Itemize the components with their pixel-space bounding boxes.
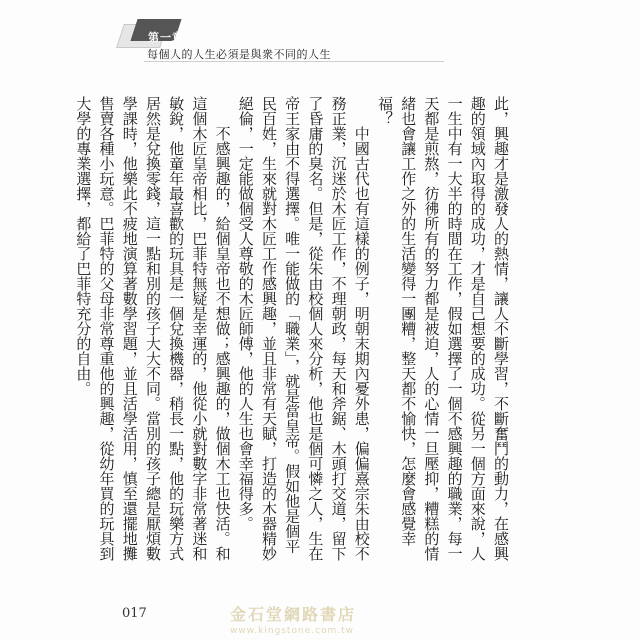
header-divider [144,61,444,62]
paragraph-1: 此，興趣才是激發人的熱情，讓人不斷學習，不斷奮鬥的動力，在感興趣的領域內取得的成功，才是自己想要的成功。從另一個方面來說，人一生中有一大半的時間在工作，假如選擇了一個不感興趣的職業，每一天都是煎熬，彷彿所有的努力都是被迫，人的心情一旦壓抑，糟糕的情緒也會讓工作之外的生活變得一團糟，整天都不愉快，怎麼會感覺幸福？ [375,96,510,561]
body-text [74,96,512,566]
watermark-name: 金石堂網路書店 [230,605,357,624]
watermark-url: www.kingstone.com.tw [230,626,355,636]
watermark [230,602,356,636]
paragraph-3: 不感興趣的，給個皇帝也不想做；感興趣的，做個木工也快活。和這個木匠皇帝相比，巴菲特無疑是幸運的，他從小就對數字非常著迷和敏銳，他童年最喜歡的玩具是一個兌換機器，稍長一點，他的玩樂方式居然是兌換零錢，這一點和別的孩子大大不同。當別的孩子總是厭煩數學課時，他樂此不疲地演算著數學習題，並且活學活用，慎至還擺地攤售賣各種小玩意。巴菲特的父母非常尊重他的興趣，從幼年買的玩具到大學的專業選擇，都給了巴菲特充分的自由。 [74,96,232,561]
page-number: 017 [122,606,147,621]
chapter-label: 第一章 [148,31,184,44]
paragraph-2: 中國古代也有這樣的例子，明朝末期內憂外患，偏偏熹宗朱由校不務正業，沉迷於木匠工作，不理朝政，每天和斧鋸、木頭打交道，留下了昏庸的臭名。但是，從朱由校個人來分析，他也是個可憐之人，生在帝王家由不得選擇。唯一能做的「職業」，就是當皇帝。假如他是個平民百姓，生來就對木匠工作感興趣，並且非常有天賦，打造的木器精妙絕倫，一定能做個受人尊敬的木匠師傅，他的人生也會幸福得多。 [236,96,371,561]
chapter-subtitle: 每個人的人生必須是與衆不同的人生 [147,48,331,61]
